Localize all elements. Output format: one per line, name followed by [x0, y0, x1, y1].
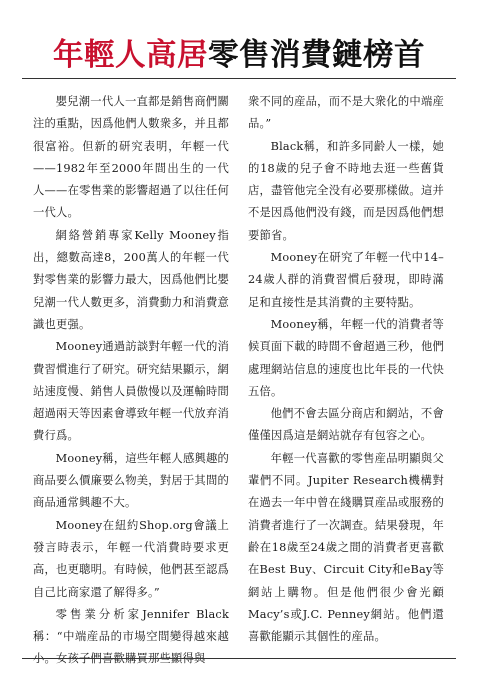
left-paragraph: Mooney通過訪談對年輕一代的消費習慣進行了研究。研究結果顯示，網站速度慢、銷售人員傲慢以及運輸時間超過兩天等因素會導致年輕一代放弃消費行爲。 — [33, 340, 229, 443]
right-paragraph: Mooney在研究了年輕一代中14–24歲人群的消費習慣后發現，即時滿足和直接性是其消費的主要特點。 — [248, 251, 444, 309]
left-paragraph: 嬰兒潮一代人一直都是銷售商們關注的重點，因爲他們人數衆多，并且都很富裕。但新的研究表明，年輕一代——1982年至2000年間出生的一代人——在零售業的影響超過了以往任何一代人。 — [33, 95, 229, 220]
article-headline — [0, 30, 478, 74]
left-paragraph: 網絡營銷專家Kelly Mooney指出，總數高達8，200萬人的年輕一代對零售業的影響力最大，因爲他們比嬰兒潮一代人數更多，消費動力和消費意識也更强。 — [33, 228, 229, 331]
left-paragraph: Mooney稱，這些年輕人感興趣的商品要么價廉要么物美，對居于其間的商品通常興趣不大。 — [33, 451, 229, 510]
right-paragraph: 他們不會去區分商店和網站，不會僅僅因爲這是網站就存有包容之心。 — [248, 407, 444, 443]
left-paragraph: 零售業分析家Jennifer Black稱：“中端産品的市場空間變得越來越 — [33, 607, 229, 644]
headline-red-part: 年輕人高居 — [53, 38, 208, 73]
right-column — [248, 91, 444, 648]
bottom-rule — [22, 658, 456, 659]
right-paragraph: Mooney稱，年輕一代的消費者等候頁面下載的時間不會超過三秒，他們處理網站信息的速度也比年長的一代快五倍。 — [248, 317, 444, 398]
left-paragraph: Mooney在紐約Shop.org會議上發言時表示，年輕一代消費時要求更高，也更聰明。有時候，他們甚至認爲自己比商家還了解得多。” — [33, 518, 229, 599]
headline-black-part: 零售消費鏈榜首 — [208, 38, 425, 73]
right-continuation-paragraph: 衆不同的産品，而不是大衆化的中端産品。” — [248, 95, 444, 131]
left-column — [33, 91, 229, 671]
right-paragraph: Black稱，和許多同齡人一樣，她的18歲的兒子會不時地去逛一些舊貨店，盡管他完全没有必要那樣做。這并不是因爲他們没有錢，而是因爲他們想要節省。 — [248, 139, 444, 242]
right-paragraph: 年輕一代喜歡的零售産品明顯與父輩們不同。Jupiter Research機構對在過去一年中曾在綫購買産品或服務的消費者進行了一次調查。結果發現，年齡在18歲至24歲之間的消費者更喜歡在Best Buy、Circuit City和eBay等網站上購物。但是他們很少會光顧Macy’s或J.C. Penney網站。他們還喜歡能顯示其個性的産品。 — [248, 451, 444, 644]
top-rule — [22, 78, 456, 79]
